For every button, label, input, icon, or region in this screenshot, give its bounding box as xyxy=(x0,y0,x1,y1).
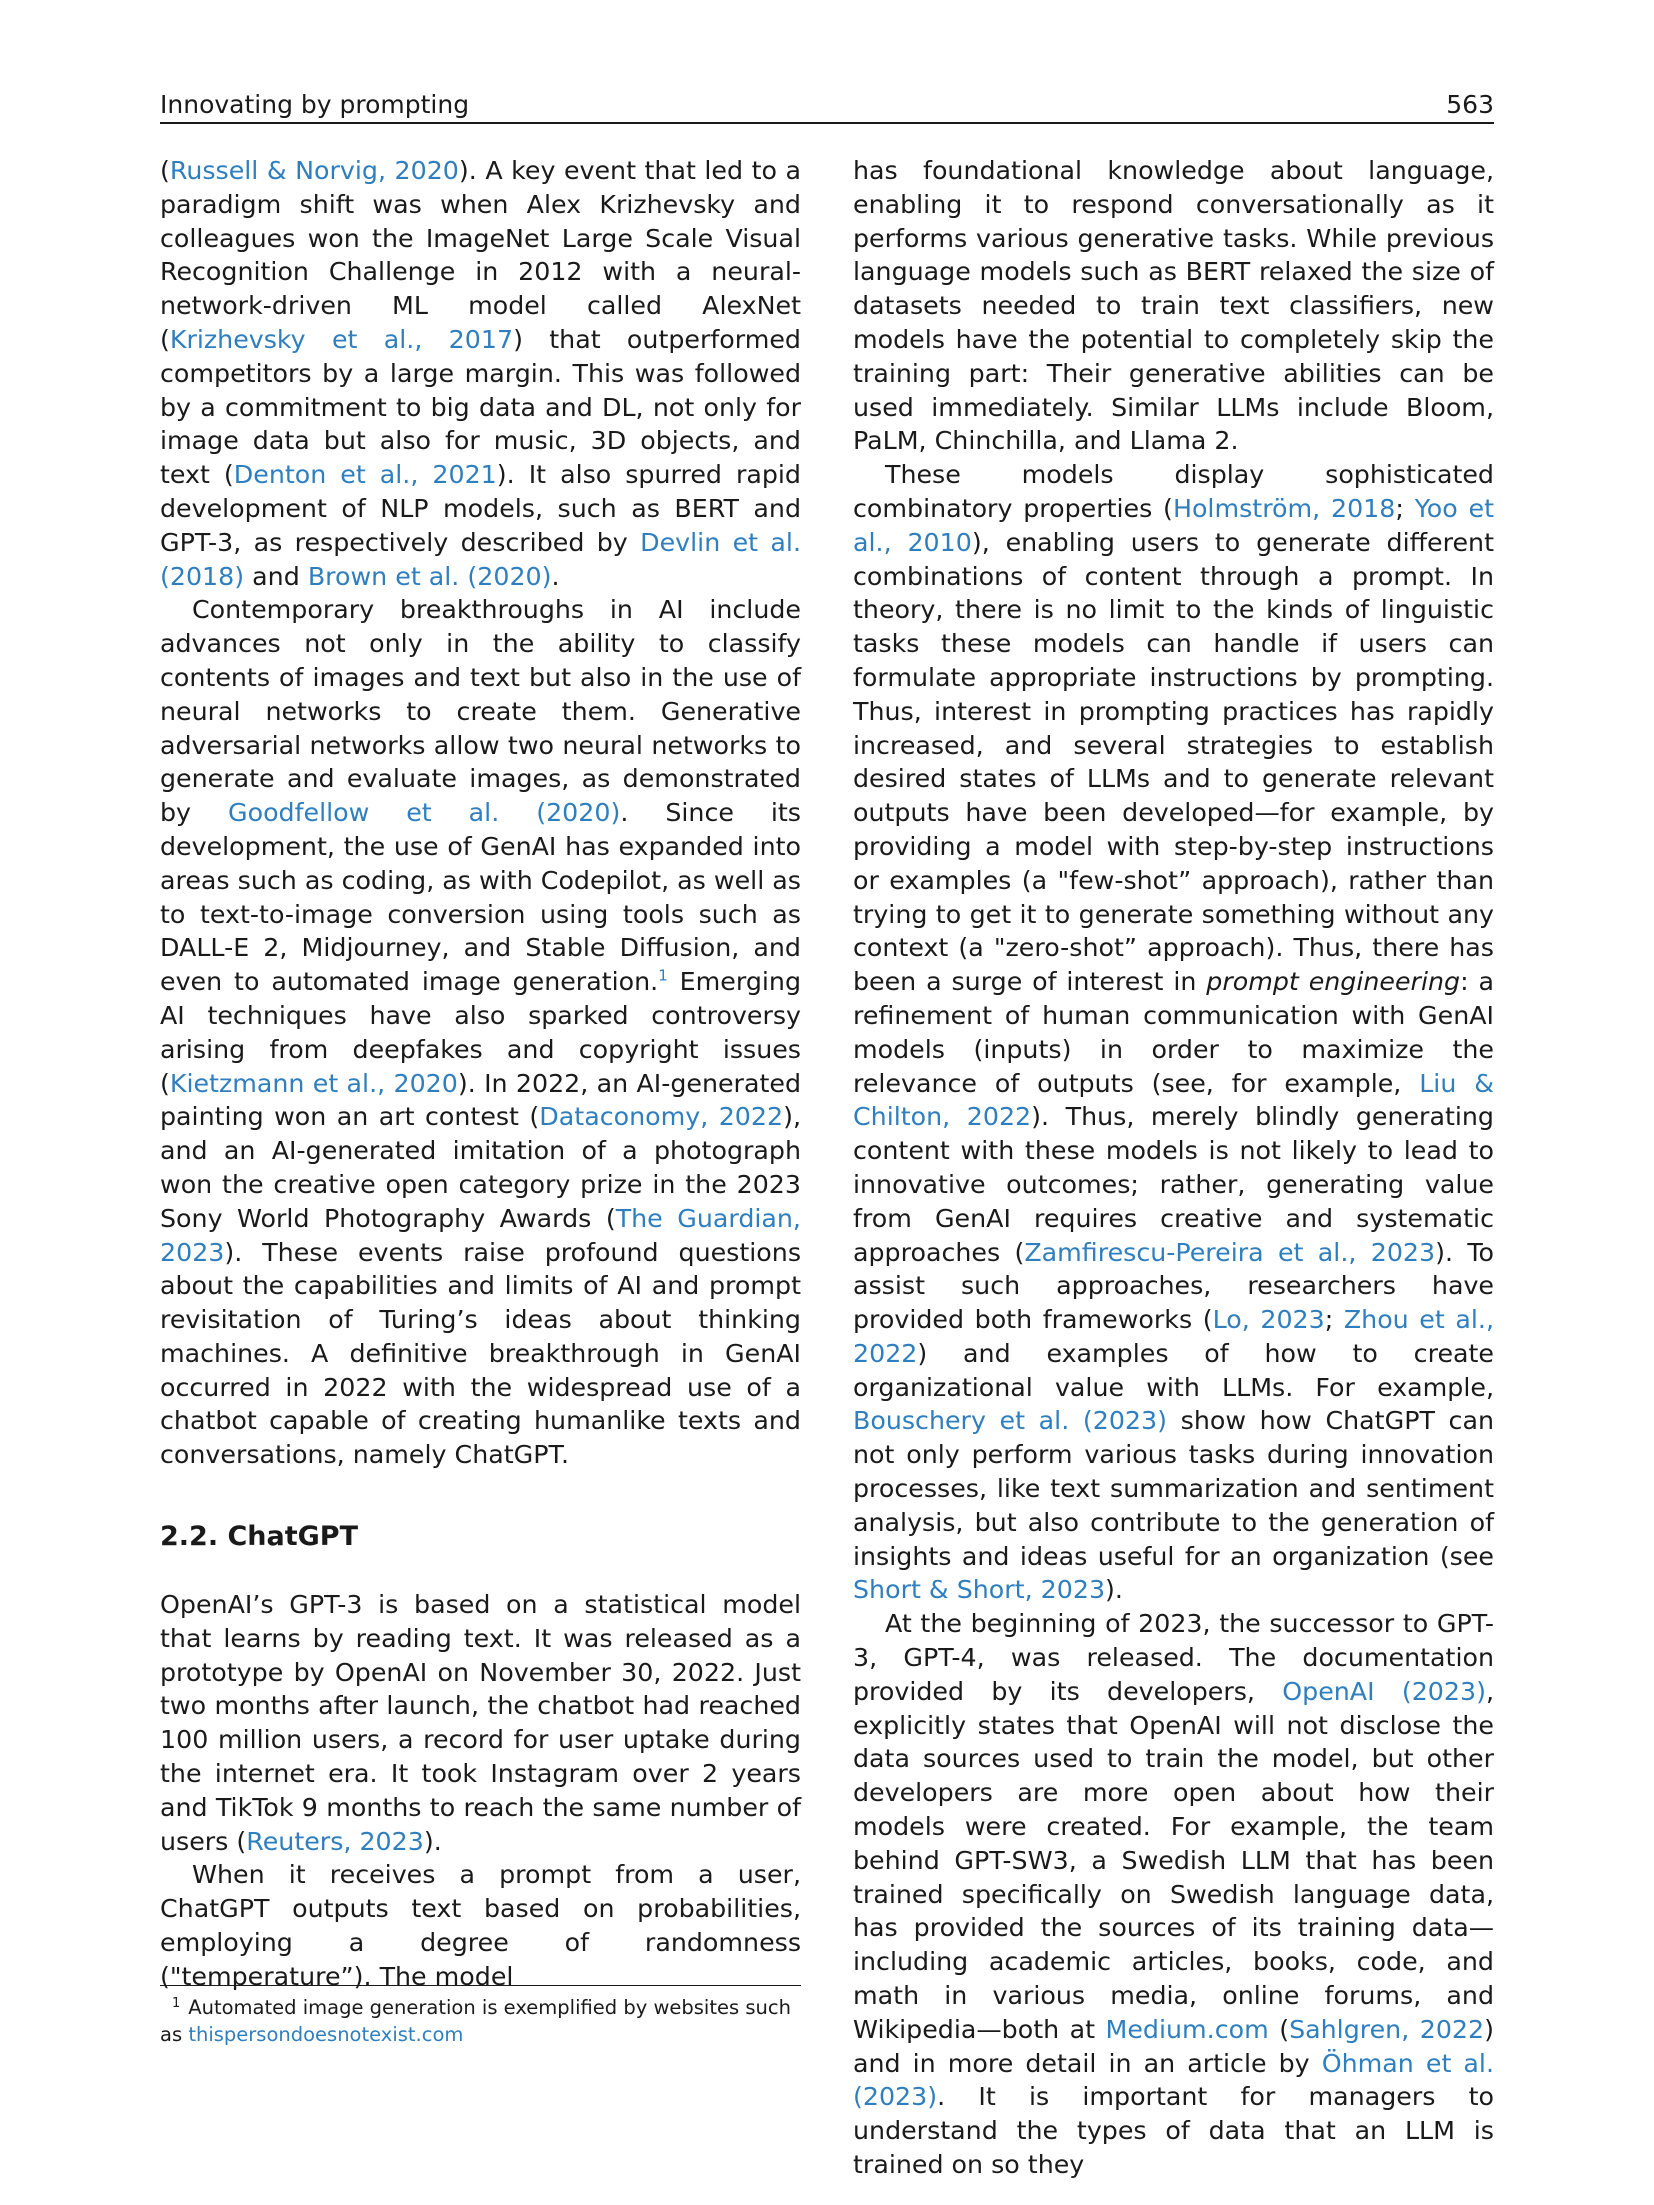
text-run: ( xyxy=(1268,2014,1290,2044)
page-number: 563 xyxy=(1446,90,1494,119)
text-run: . It is important for managers to understand the types of data that an LLM is trained on so they xyxy=(853,2082,1494,2180)
text-run: . Since its development, the use of GenAI has expanded into areas such as coding, as with Codepilot, as well as to text-to-image conversion using tools such as DALL-E 2, Midjourney, and Stable Diffusion, and even to automated image generation. xyxy=(160,798,801,997)
text-run: ). A key event that led to a paradigm shift was when Alex Krizhevsky and colleagues won the ImageNet Large Scale Visual Recognition Challenge in 2012 with a neural-network-driven ML model called AlexNet ( xyxy=(160,156,801,354)
text-run: ). Thus, merely blindly generating content with these models is not likely to lead to innovative outcomes; rather, generating value from GenAI requires creative and systematic approaches ( xyxy=(853,1102,1494,1267)
running-title: Innovating by prompting xyxy=(160,90,470,119)
paragraph xyxy=(160,593,801,1472)
paragraph xyxy=(853,458,1494,1607)
citation-link[interactable]: Holmström, 2018 xyxy=(1172,493,1396,523)
citation-link[interactable]: Devlin et al. (2018) xyxy=(160,527,801,591)
running-header xyxy=(160,88,1494,124)
text-run: . xyxy=(551,561,560,591)
text-run: ), enabling users to generate different combinations of content through a prompt. In theory, there is no limit to the kinds of linguistic tasks these models can handle if users can formulate appropriate instructions by prompting. Thus, interest in prompting practices has rapidly increased, and several strategies to establish desired states of LLMs and to generate relevant outputs have been developed—for example, by providing a model with step-by-step instructions or examples (a "few-shot” approach), rather than trying to get it to generate something without any context (a "zero-shot” approach). Thus, there has been a surge of interest in xyxy=(853,527,1494,997)
text-run: ). These events raise profound questions about the capabilities and limits of AI and prompt revisitation of Turing’s ideas about thinking machines. A definitive breakthrough in GenAI occurred in 2022 with the widespread use of a chatbot capable of creating humanlike texts and conversations, namely ChatGPT. xyxy=(160,1237,801,1470)
section-heading: 2.2. ChatGPT xyxy=(160,1521,359,1553)
text-run: : a refinement of human communication with GenAI models (inputs) in order to maximize the relevance of outputs (see, for example, xyxy=(853,967,1494,1098)
citation-link[interactable]: Brown et al. (2020) xyxy=(307,561,552,591)
citation-link[interactable]: Zamfirescu-Pereira et al., 2023 xyxy=(1024,1237,1436,1267)
text-run: ). xyxy=(423,1826,442,1856)
text-run: ) that outperformed competitors by a large margin. This was followed by a commitment to big data and DL, not only for image data but also for music, 3D objects, and text ( xyxy=(160,324,801,490)
paragraph xyxy=(160,1858,801,1993)
right-column xyxy=(853,154,1494,2182)
citation-link[interactable]: OpenAI (2023) xyxy=(1282,1676,1486,1706)
paragraph xyxy=(853,1607,1494,2182)
citation-link[interactable]: Kietzmann et al., 2020 xyxy=(169,1068,458,1098)
footnote-link[interactable]: thispersondoesnotexist.com xyxy=(188,2023,464,2046)
text-run: ) and examples of how to create organizational value with LLMs. For example, xyxy=(853,1338,1494,1402)
text-run: ) and in more detail in an article by xyxy=(853,2014,1494,2078)
citation-link[interactable]: Lo, 2023 xyxy=(1212,1305,1325,1335)
text-run: ). It also spurred rapid development of NLP models, such as BERT and GPT-3, as respectively described by xyxy=(160,460,801,557)
citation-link[interactable]: Bouschery et al. (2023) xyxy=(853,1406,1167,1436)
citation-link[interactable]: Denton et al., 2021 xyxy=(233,460,497,490)
citation-link[interactable]: Öhman et al. (2023) xyxy=(853,2048,1494,2112)
text-run: ( xyxy=(160,156,170,185)
citation-link[interactable]: Short & Short, 2023 xyxy=(853,1575,1106,1605)
text-run: Emerging AI techniques have also sparked controversy arising from deepfakes and copyright issues ( xyxy=(160,967,801,1098)
footnote xyxy=(160,1985,801,2048)
text-run: ). In 2022, an AI-generated painting won an art contest ( xyxy=(160,1068,801,1132)
citation-link[interactable]: Russell & Norvig, 2020 xyxy=(169,156,459,185)
text-run: ; xyxy=(1324,1305,1344,1335)
text-run: At the beginning of 2023, the successor to GPT-3, GPT-4, was released. The documentation provided by its developers, xyxy=(853,1609,1494,1706)
text-run: , explicitly states that OpenAI will not disclose the data sources used to train the model, but other developers are more open about how their models were created. For example, the team behind GPT-SW3, a Swedish LLM that has been trained specifically on Swedish language data, has provided the sources of its training data—including academic articles, books, code, and math in various media, online forums, and Wikipedia—both at xyxy=(853,1676,1494,2044)
citation-link[interactable]: Dataconomy, 2022 xyxy=(539,1102,784,1132)
citation-link[interactable]: Liu & Chilton, 2022 xyxy=(853,1068,1494,1132)
text-run: and xyxy=(244,561,308,591)
citation-link[interactable]: Yoo et al., 2010 xyxy=(853,493,1494,557)
text-run: ). To assist such approaches, researchers have provided both frameworks ( xyxy=(853,1237,1494,1335)
citation-link[interactable]: The Guardian, 2023 xyxy=(160,1203,801,1267)
text-run: ), and an AI-generated imitation of a photograph won the creative open category prize in the 2023 Sony World Photography Awards ( xyxy=(160,1102,801,1233)
footnote-reference[interactable]: 1 xyxy=(658,966,668,985)
paragraph xyxy=(853,154,1494,458)
paragraph xyxy=(160,1588,801,1858)
citation-link[interactable]: Krizhevsky et al., 2017 xyxy=(169,324,514,354)
citation-link[interactable]: Medium.com xyxy=(1105,2014,1269,2044)
footnote-text: Automated image generation is exemplified by websites such as xyxy=(160,1996,791,2046)
text-run: These models display sophisticated combinatory properties ( xyxy=(853,460,1494,523)
citation-link[interactable]: Zhou et al., 2022 xyxy=(853,1305,1494,1368)
citation-link[interactable]: Sahlgren, 2022 xyxy=(1289,2014,1485,2044)
emphasis-text: prompt engineering xyxy=(1206,967,1461,997)
text-run: When it receives a prompt from a user, ChatGPT outputs text based on probabilities, employing a degree of randomness ("temperature”). The model xyxy=(160,1860,801,1991)
citation-link[interactable]: Reuters, 2023 xyxy=(246,1826,424,1856)
footnote-mark: 1 xyxy=(172,1995,181,2011)
text-run: Contemporary breakthroughs in AI include advances not only in the ability to classify contents of images and text but also in the use of neural networks to create them. Generative adversarial networks allow two neural networks to generate and evaluate images, as demonstrated by xyxy=(160,595,801,828)
text-run: show how ChatGPT can not only perform various tasks during innovation processes, like text summarization and sentiment analysis, but also contribute to the generation of insights and ideas useful for an organization (see xyxy=(853,1406,1494,1571)
text-run: has foundational knowledge about language, enabling it to respond conversationally as it performs various generative tasks. While previous language models such as BERT relaxed the size of datasets needed to train text classifiers, new models have the potential to completely skip the training part: Their generative abilities can be used immediately. Similar LLMs include Bloom, PaLM, Chinchilla, and Llama 2. xyxy=(853,156,1494,456)
text-run: ). xyxy=(1105,1575,1123,1605)
paragraph xyxy=(160,154,801,593)
text-run: ; xyxy=(1395,493,1415,523)
left-column xyxy=(160,154,801,1994)
text-run: OpenAI’s GPT-3 is based on a statistical model that learns by reading text. It was released as a prototype by OpenAI on November 30, 2022. Just two months after launch, the chatbot had reached 100 million users, a record for user uptake during the internet era. It took Instagram over 2 years and TikTok 9 months to reach the same number of users ( xyxy=(160,1590,801,1856)
citation-link[interactable]: Goodfellow et al. (2020) xyxy=(227,798,621,828)
